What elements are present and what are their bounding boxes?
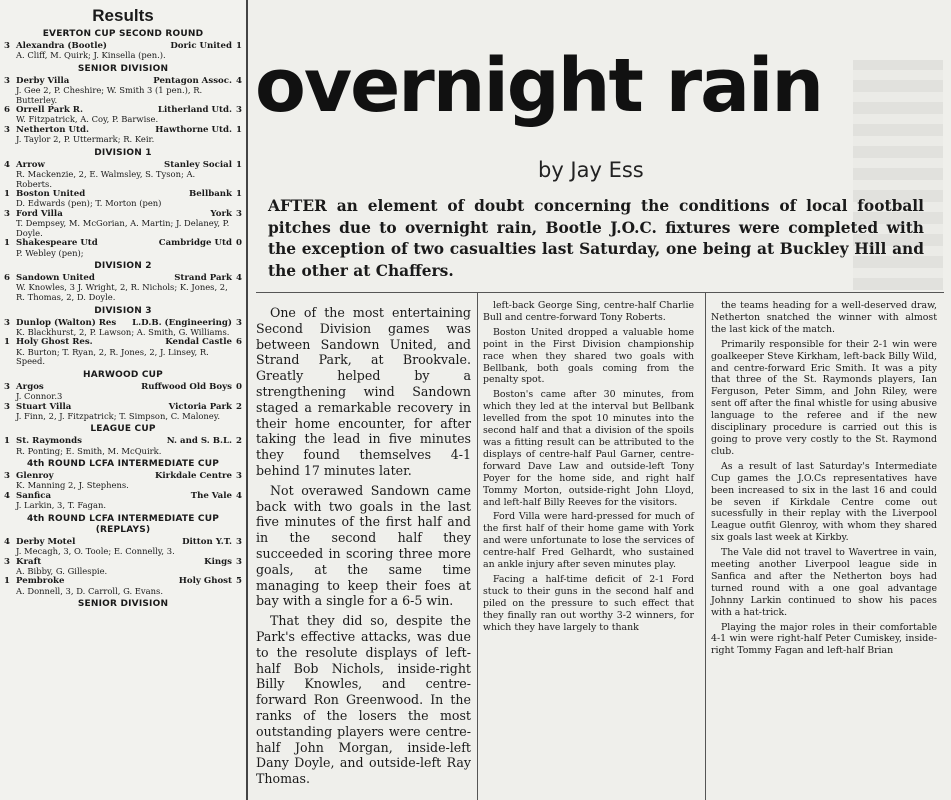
results-section bbox=[4, 29, 242, 61]
scorers: R. Ponting; E. Smith, M. McQuirk. bbox=[16, 445, 162, 456]
away-team: Hawthorne Utd. bbox=[155, 124, 232, 135]
away-team: Pentagon Assoc. bbox=[153, 75, 232, 86]
scorers: J. Mecagh, 3, O. Toole; E. Connelly, 3. bbox=[16, 545, 175, 556]
away-score: 2 bbox=[236, 436, 242, 447]
scorers: D. Edwards (pen); T. Morton (pen) bbox=[16, 198, 162, 209]
away-team: The Vale bbox=[190, 490, 232, 501]
away-score: 1 bbox=[236, 41, 242, 51]
away-team: Doric United bbox=[170, 41, 232, 51]
scorers: K. Blackhurst, 2, P. Lawson; A. Smith, G. Williams. bbox=[16, 326, 230, 337]
away-team: Strand Park bbox=[174, 273, 232, 284]
article bbox=[250, 0, 951, 800]
result-row bbox=[4, 382, 242, 402]
away-team: Litherland Utd. bbox=[157, 105, 232, 116]
results-section bbox=[4, 148, 242, 258]
home-score: 1 bbox=[4, 576, 10, 587]
section-heading: EVERTON CUP SECOND ROUND bbox=[42, 29, 204, 39]
home-team: Shakespeare Utd bbox=[16, 238, 98, 249]
article-paragraph: The Vale did not travel to Wavertree in vain, meeting another Liverpool league side in Sanfica and after the Netherton boys had turned round with a one goal advantage Johnny Larkin continued to show his paces with a hat-trick. bbox=[711, 547, 937, 618]
result-row bbox=[4, 471, 242, 491]
section-heading: 4th ROUND LCFA INTERMEDIATE CUP (REPLAYS) bbox=[26, 513, 220, 535]
result-row bbox=[4, 105, 242, 125]
scorers: R. Mackenzie, 2, E. Walmsley, S. Tyson; A. Roberts. bbox=[16, 168, 196, 189]
away-score: 0 bbox=[236, 381, 242, 392]
home-team: Orrell Park R. bbox=[16, 105, 83, 116]
home-score: 3 bbox=[4, 556, 10, 567]
away-score: 3 bbox=[236, 105, 242, 116]
away-score: 6 bbox=[236, 337, 242, 348]
away-team: Ditton Y.T. bbox=[182, 536, 232, 547]
away-team: N. and S. B.L. bbox=[166, 436, 232, 447]
home-team: Glenroy bbox=[16, 471, 54, 482]
away-team: Kendal Castle bbox=[165, 337, 232, 348]
home-score: 1 bbox=[4, 436, 10, 447]
article-paragraph: Ford Villa were hard-pressed for much of the first half of their home game with York and were unfortunate to lose the services of centre-half Fred Gelhardt, who sustained an ankle injury after seven minutes play. bbox=[483, 511, 694, 571]
scorers: A. Donnell, 3, D. Carroll, G. Evans. bbox=[16, 585, 163, 596]
home-team: Derby Villa bbox=[16, 75, 70, 86]
home-score: 3 bbox=[4, 124, 10, 135]
home-team: St. Raymonds bbox=[16, 436, 82, 447]
fixture bbox=[16, 576, 232, 586]
article-paragraph: As a result of last Saturday's Intermediate Cup games the J.O.Cs representatives have been increased to six in the last 16 and could be seven if Kirkdale Centre come out sucessfully in their replay with the Liverpool League outfit Glenroy, with whom they shared six goals last week at Kirkby. bbox=[711, 460, 937, 544]
article-paragraph: Facing a half-time deficit of 2-1 Ford stuck to their guns in the second half and piled on the pressure to such effect that they finally ran out worthy 3-2 winners, for which they have largely to thank bbox=[483, 573, 694, 633]
home-team: Netherton Utd. bbox=[16, 124, 89, 135]
scorers: J. Larkin, 3, T. Fagan. bbox=[16, 500, 107, 511]
home-team: Sanfica bbox=[16, 490, 52, 501]
home-team: Holy Ghost Res. bbox=[16, 337, 93, 348]
article-column-1 bbox=[256, 305, 471, 791]
home-score: 4 bbox=[4, 159, 10, 170]
scorers: J. Connor.3 bbox=[16, 390, 63, 401]
scorers: K. Burton; T. Ryan, 2, R. Jones, 2, J. Linsey, R. Speed. bbox=[16, 346, 209, 367]
away-team: L.D.B. (Engineering) bbox=[132, 317, 232, 328]
away-score: 3 bbox=[236, 208, 242, 219]
results-section bbox=[4, 64, 242, 145]
article-paragraph: One of the most entertaining Second Division games was between Sandown United, and Strand Park, at Brookvale. Greatly helped by a strengthening wind Sandown staged a remarkable recovery in their home encounter, for after taking the lead in five minutes they found themselves 4-1 behind 17 minutes later. bbox=[256, 305, 471, 478]
result-row bbox=[4, 557, 242, 577]
lead-rule bbox=[256, 292, 944, 293]
section-heading: SENIOR DIVISION bbox=[77, 599, 169, 610]
result-row bbox=[4, 160, 242, 189]
results-section bbox=[4, 424, 242, 456]
away-team: Ruffwood Old Boys bbox=[141, 381, 232, 392]
results-sections bbox=[4, 29, 242, 610]
results-column bbox=[0, 0, 248, 800]
column-rule bbox=[705, 292, 706, 800]
away-score: 2 bbox=[236, 401, 242, 412]
result-row bbox=[4, 318, 242, 338]
results-section bbox=[4, 599, 242, 610]
scorers: W. Fitzpatrick, A. Coy, P. Barwise. bbox=[16, 114, 159, 125]
result-row bbox=[4, 436, 242, 456]
home-score: 4 bbox=[4, 490, 10, 501]
byline: by Jay Ess bbox=[538, 158, 644, 182]
home-team: Boston United bbox=[16, 189, 86, 200]
article-paragraph: Boston United dropped a valuable home point in the First Division championship race when they shared two goals with Bellbank, both goals coming from the penalty spot. bbox=[483, 326, 694, 386]
article-paragraph: Playing the major roles in their comfortable 4-1 win were right-half Peter Cumiskey, inside-right Tommy Fagan and left-half Brian bbox=[711, 621, 937, 657]
results-section bbox=[4, 370, 242, 422]
section-heading: LEAGUE CUP bbox=[90, 424, 156, 435]
home-score: 1 bbox=[4, 238, 10, 249]
result-row bbox=[4, 491, 242, 511]
away-score: 4 bbox=[236, 75, 242, 86]
column-rule bbox=[477, 292, 478, 800]
article-paragraph: That they did so, despite the Park's effective attacks, was due to the resolute displays of left-half Bob Nichols, inside-right Billy Knowles, and centre-forward Ron Greenwood. In the ranks of the losers the most outstanding players were centre-half John Morgan, inside-left Dany Doyle, and outside-left Ray Thomas. bbox=[256, 613, 471, 787]
away-score: 3 bbox=[236, 556, 242, 567]
result-row bbox=[4, 337, 242, 366]
result-row bbox=[4, 238, 242, 258]
article-column-3 bbox=[711, 300, 937, 660]
away-score: 1 bbox=[236, 124, 242, 135]
result-row bbox=[4, 576, 242, 596]
home-score: 1 bbox=[4, 337, 10, 348]
away-team: Stanley Social bbox=[164, 159, 232, 170]
result-row bbox=[4, 41, 242, 61]
article-paragraph: Not overawed Sandown came back with two goals in the last five minutes of the first half and in the second half they succeeded in scoring three more goals, at the same time managing to keep their foes at bay with a single for a 6-5 win. bbox=[256, 482, 471, 609]
scorers: J. Taylor 2, P. Uttermark; R. Keir. bbox=[16, 134, 155, 145]
away-score: 4 bbox=[236, 490, 242, 501]
section-heading: SENIOR DIVISION bbox=[77, 63, 169, 74]
article-paragraph: Boston's came after 30 minutes, from which they led at the interval but Bellbank levelled from the spot 10 minutes into the second half and that a division of the spoils was a fitting result can be attributed to the displays of centre-half Paul Garner, centre-forward Dave Law and outside-left Tony Poyer for the home side, and right half Tommy Morton, outside-right John Lloyd, and left-half Billy Reeves for the visitors. bbox=[483, 389, 694, 508]
away-team: Kings bbox=[204, 556, 232, 567]
result-row bbox=[4, 125, 242, 145]
article-paragraph: Primarily responsible for their 2-1 win were goalkeeper Steve Kirkham, left-back Billy Wild, and centre-forward Eric Smith. It was a pity that three of the St. Raymonds players, Ian Ferguson, Peter Simm, and John Riley, were sent off after the final whistle for using abusive language to the referee and if the new disciplinary procedure is carried out this is going to prove very costly to the St. Raymond club. bbox=[711, 338, 937, 457]
away-team: Kirkdale Centre bbox=[154, 471, 232, 482]
away-team: Bellbank bbox=[188, 189, 232, 200]
scorers: A. Cliff, M. Quirk; J. Kinsella (pen.). bbox=[16, 50, 166, 61]
results-section bbox=[4, 459, 242, 511]
away-score: 4 bbox=[236, 273, 242, 284]
section-heading: 4th ROUND LCFA INTERMEDIATE CUP bbox=[26, 459, 220, 470]
away-score: 3 bbox=[236, 536, 242, 547]
results-section bbox=[4, 514, 242, 596]
home-score: 3 bbox=[4, 381, 10, 392]
home-team: Ford Villa bbox=[16, 208, 63, 219]
home-team: Arrow bbox=[16, 159, 45, 170]
scorers: J. Finn, 2, J. Fitzpatrick; T. Simpson, C. Maloney. bbox=[16, 410, 221, 421]
article-paragraph: left-back George Sing, centre-half Charlie Bull and centre-forward Tony Roberts. bbox=[483, 300, 694, 323]
home-team: Alexandra (Bootle) bbox=[16, 41, 107, 51]
scorers: A. Bibby, G. Gillespie. bbox=[16, 565, 108, 576]
home-score: 3 bbox=[4, 317, 10, 328]
result-row bbox=[4, 537, 242, 557]
result-row bbox=[4, 273, 242, 302]
result-row bbox=[4, 76, 242, 105]
away-score: 1 bbox=[236, 189, 242, 200]
result-row bbox=[4, 189, 242, 209]
results-section bbox=[4, 261, 242, 302]
scorers: T. Dempsey, M. McGorian, A. Martin; J. Delaney, P. Doyle. bbox=[16, 218, 230, 238]
home-team: Dunlop (Walton) Res bbox=[16, 317, 117, 328]
fixture bbox=[16, 436, 232, 446]
section-heading: DIVISION 3 bbox=[94, 305, 152, 316]
away-team: Holy Ghost bbox=[178, 576, 232, 587]
home-score: 3 bbox=[4, 41, 10, 51]
away-score: 3 bbox=[236, 317, 242, 328]
home-team: Pembroke bbox=[16, 576, 65, 587]
away-team: Victoria Park bbox=[168, 401, 232, 412]
home-score: 1 bbox=[4, 189, 10, 200]
headline: overnight rain bbox=[255, 43, 823, 129]
home-team: Kraft bbox=[16, 556, 42, 567]
away-team: York bbox=[210, 208, 232, 219]
away-team: Cambridge Utd bbox=[158, 238, 232, 249]
results-section bbox=[4, 306, 242, 367]
scorers: P. Webley (pen); bbox=[16, 247, 84, 258]
home-score: 6 bbox=[4, 273, 10, 284]
home-score: 3 bbox=[4, 401, 10, 412]
away-score: 5 bbox=[236, 576, 242, 587]
result-row bbox=[4, 402, 242, 422]
results-title: Results bbox=[92, 6, 154, 25]
home-score: 3 bbox=[4, 471, 10, 482]
scorers: W. Knowles, 3 J. Wright, 2, R. Nichols; K. Jones, 2, R. Thomas, 2, D. Doyle. bbox=[16, 282, 228, 302]
home-score: 6 bbox=[4, 105, 10, 116]
article-paragraph: the teams heading for a well-deserved draw, Netherton snatched the winner with almost the last kick of the match. bbox=[711, 300, 937, 335]
section-heading: DIVISION 2 bbox=[94, 261, 152, 272]
home-score: 4 bbox=[4, 536, 10, 547]
scorers: J. Gee 2, P. Cheshire; W. Smith 3 (1 pen.), R. Butterley. bbox=[16, 85, 203, 105]
scorers: K. Manning 2, J. Stephens. bbox=[16, 480, 129, 491]
home-score: 3 bbox=[4, 75, 10, 86]
home-team: Sandown United bbox=[16, 273, 95, 284]
article-column-2 bbox=[483, 300, 694, 636]
away-score: 3 bbox=[236, 471, 242, 482]
home-score: 3 bbox=[4, 208, 10, 219]
section-heading: DIVISION 1 bbox=[94, 147, 152, 158]
home-team: Stuart Villa bbox=[16, 401, 72, 412]
home-team: Derby Motel bbox=[16, 536, 76, 547]
result-row bbox=[4, 209, 242, 238]
lead-paragraph: AFTER an element of doubt concerning the conditions of local football pitches due to overnight rain, Bootle J.O.C. fixtures were completed with the exception of two casualties last Saturday, one being at Buckley Hill and the other at Chaffers. bbox=[268, 197, 924, 280]
section-heading: HARWOOD CUP bbox=[83, 369, 163, 380]
away-score: 1 bbox=[236, 159, 242, 170]
home-team: Argos bbox=[16, 381, 44, 392]
away-score: 0 bbox=[236, 238, 242, 249]
